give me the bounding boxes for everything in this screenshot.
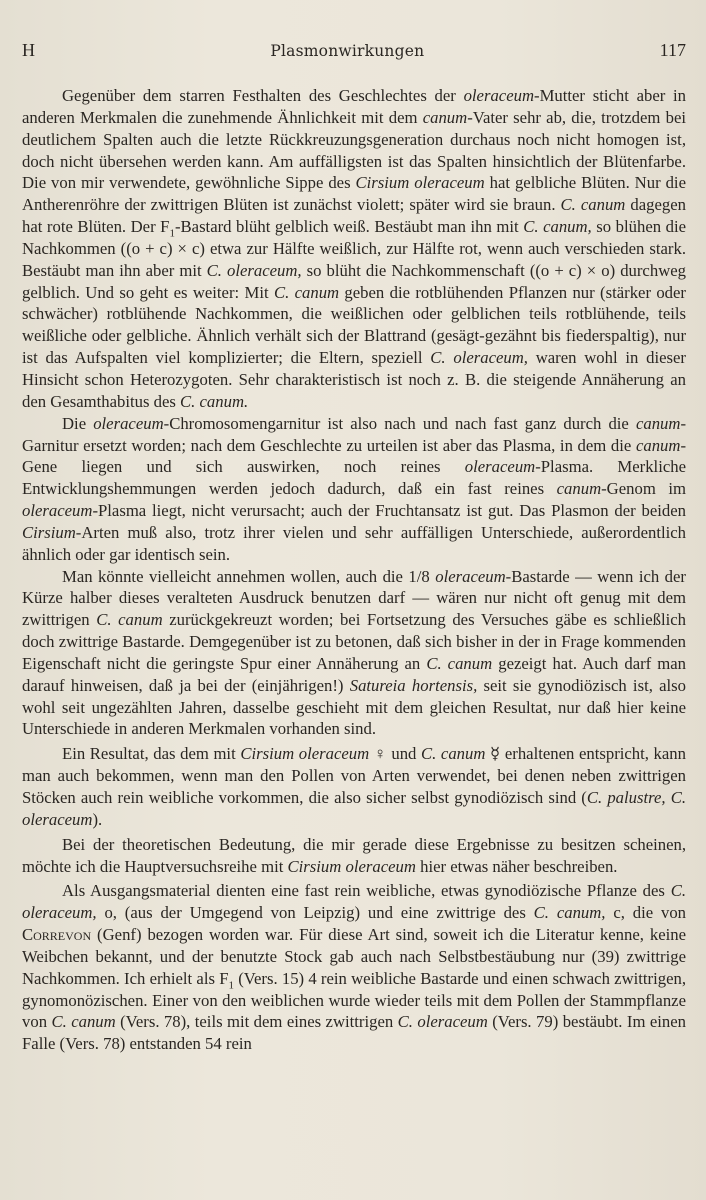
text-run: seit sie gynodiözisch ist, also wohl seit ungezählten Jahren, dasselbe geschieht mit dem gleichen Resultat, nur daß hier keine Unterschiede in anderen Merkmalen vorhanden sind. [22,675,686,739]
italic-term: oleraceum [463,86,535,105]
text-run: (Genf) bezogen worden war. Für diese Art sind, soweit ich die Literatur kenne, keine Weibchen bekannt, und der benutzte Stock gab auch nach Selbstbestäubung nur (39) zwittrige Nachkommen. Ich erhielt als F [22,925,686,988]
italic-term: Cirsium oleraceum [355,173,485,193]
italic-term: canum [422,107,468,127]
text-run: -Plasma liegt, nicht verursacht; auch der Fruchtansatz ist gut. Das Plasmon der beiden [92,501,686,521]
text-run: -Plasma. Merkliche Entwicklungshemmungen werden jedoch dadurch, daß ein fast reines [22,457,686,499]
italic-term: oleraceum [22,501,93,521]
running-header [22,40,686,61]
italic-term: Satureia hortensis, [349,675,478,695]
italic-term: C. canum [96,610,163,630]
fraction: 1/8 [408,566,430,586]
text-run: zurückgekreuzt worden; bei Fortsetzung des Versuches gäbe es schließlich doch zwittrige Bastarde. Demgegenüber ist zu betonen, daß sich bisher in der in Frage kommenden Eigenschaft nicht die geringste Spur einer Annäherung an [22,610,686,673]
subscript: 1 [169,227,175,240]
italic-term: canum [556,479,602,499]
italic-term: Cirsium oleraceum [240,744,370,764]
body-text [22,85,686,1055]
text-run: -Arten muß also, trotz ihrer vielen und sehr auffälligen Unterschiede, außerordentlich ähnlich oder gar identisch sein. [22,522,686,564]
text-run: hat gelbliche Blüten. Nur die Antherenröhre der zwittrigen Blüten ist zunächst violett; später wird sie braun. [22,173,686,215]
text-run: -Bastard blüht gelblich weiß. Bestäubt man ihn mit [174,217,524,237]
italic-term: C. oleraceum, [22,881,686,923]
text-run: geben die rotblühenden Pflanzen nur (stärker oder schwächer) rotblühende Nachkommen, die weißlichen oder gelblichen teils rotblühende, teils weißliche oder gelbliche. Ähnlich verhält sich der Blattrand (gesägt-gezähnt bis fiederspaltig), nur ist das Aufspalten viel komplizierter; die Eltern, speziell [22,282,686,368]
paragraph [22,85,686,413]
text-run: (Vers. 79) bestäubt. Im einen Falle (Vers. 78) entstanden 54 rein [22,1012,687,1054]
text-run: -Chromosomengarnitur ist also nach und nach fast ganz durch die [163,413,636,433]
italic-term: C. canum, [533,903,606,923]
italic-term: oleraceum [93,413,164,433]
paragraph [22,413,686,566]
text-run: Man könnte vielleicht annehmen wollen, auch die [62,566,409,586]
text-run: o, (aus der Umgegend von Leipzig) und eine zwittrige des [96,903,534,923]
text-run: -Gene liegen und sich auswirken, noch reines [22,435,686,477]
text-run: (Vers. 15) 4 rein weibliche Bastarde und einen schwach zwittrigen, gynomonözischen. Einer von den weiblichen wurde wieder teils mit dem Pollen der Stammpflanze von [22,968,686,1032]
text-run: so blühen die Nachkommen ((o + c) × c) etwa zur Hälfte weißlich, zur Hälfte rot, wenn auch verschieden stark. Bestäubt man ihn aber mit [22,217,687,280]
text-run: ♀ und [369,744,421,764]
italic-term: canum [635,435,681,455]
running-title: Plasmonwirkungen [270,42,425,60]
italic-term: C. palustre, C. oleraceum [22,788,687,829]
subscript: 1 [228,979,234,992]
text-run: -Mutter sticht aber in anderen Merkmalen die zunehmende Ähnlichkeit mit dem [22,86,687,127]
section-mark: H [22,40,35,60]
paragraph [22,743,686,830]
text-run: -Genom im [601,479,686,499]
text-run: hier etwas näher beschreiben. [415,856,618,876]
text-run: c, die von [605,903,687,923]
text-run: Als Ausgangsmaterial dienten eine fast rein weibliche, etwas gynodiözische Pflanze des [62,881,671,901]
italic-term: C. oleraceum [397,1012,488,1032]
italic-term: C. oleraceum, [430,348,528,368]
italic-term: Cirsium [22,522,76,542]
text-run: dagegen hat rote Blüten. Der F [22,195,686,237]
italic-term: C. canum [51,1012,116,1032]
italic-term: Cirsium oleraceum [287,856,416,876]
text-run: Die [62,413,94,433]
text-run: Ein Resultat, das dem mit [62,744,241,764]
text-run: -Bastarde — wenn ich der Kürze halber dieses veralteten Ausdruck benutzen darf — wären nur nicht oft genug mit dem zwittrigen [22,566,686,630]
paragraph [22,834,686,878]
italic-term: C. canum. [180,391,249,411]
text-run: so blüht die Nachkommenschaft ((o + c) × o) durchweg gelblich. Und so geht es weiter: Mit [22,260,686,302]
italic-term: C. canum [426,653,493,673]
italic-term: C. canum, [523,217,592,237]
text-run: Gegenüber dem starren Festhalten des Geschlechtes der [62,86,464,105]
text-run: gezeigt hat. Auch darf man darauf hinweisen, daß ja bei der (einjährigen!) [22,653,686,695]
italic-term: oleraceum [464,457,536,477]
text-run: -Vater sehr ab, die, trotzdem bei deutlichem Spalten auch die letzte Rückkreuzungsgeneration durchaus noch nicht homogen ist, doch nicht übersehen werden kann. Am auffälligsten ist das Spalten hinsichtlich der Blütenfarbe. Die von mir verwendete, gewöhnliche Sippe des [22,107,686,193]
text-run: ). [92,809,103,829]
paragraph [22,880,686,1055]
text-run: Bei der theoretischen Bedeutung, die mir gerade diese Ergebnisse zu besitzen scheinen, möchte ich die Hauptversuchsreihe mit [22,834,686,876]
text-run: ☿ erhaltenen entspricht, kann man auch bekommen, wenn man den Pollen von Arten verwendet, bei denen neben zwittrigen Stöcken auch rein weibliche vorkommen, die also sicher selbst gynodiözisch sind ( [22,744,686,807]
italic-term: C. canum [421,744,486,764]
author-name: Correvon [22,925,92,945]
italic-term: C. oleraceum, [206,260,302,280]
italic-term: C. canum [273,282,340,302]
italic-term: C. canum [560,195,626,215]
paragraph [22,566,686,741]
page-number: 117 [659,40,686,60]
text-run: waren wohl in dieser Hinsicht schon Heterozygoten. Sehr charakteristisch ist noch z. B. die steigende Annäherung an den Gesamthabitus des [22,348,686,411]
text-run: -Garnitur ersetzt worden; nach dem Geschlechte zu urteilen ist aber das Plasma, in dem die [22,413,686,455]
text-run: (Vers. 78), teils mit dem eines zwittrigen [115,1012,398,1032]
italic-term: oleraceum [435,566,506,586]
italic-term: canum [635,413,681,433]
